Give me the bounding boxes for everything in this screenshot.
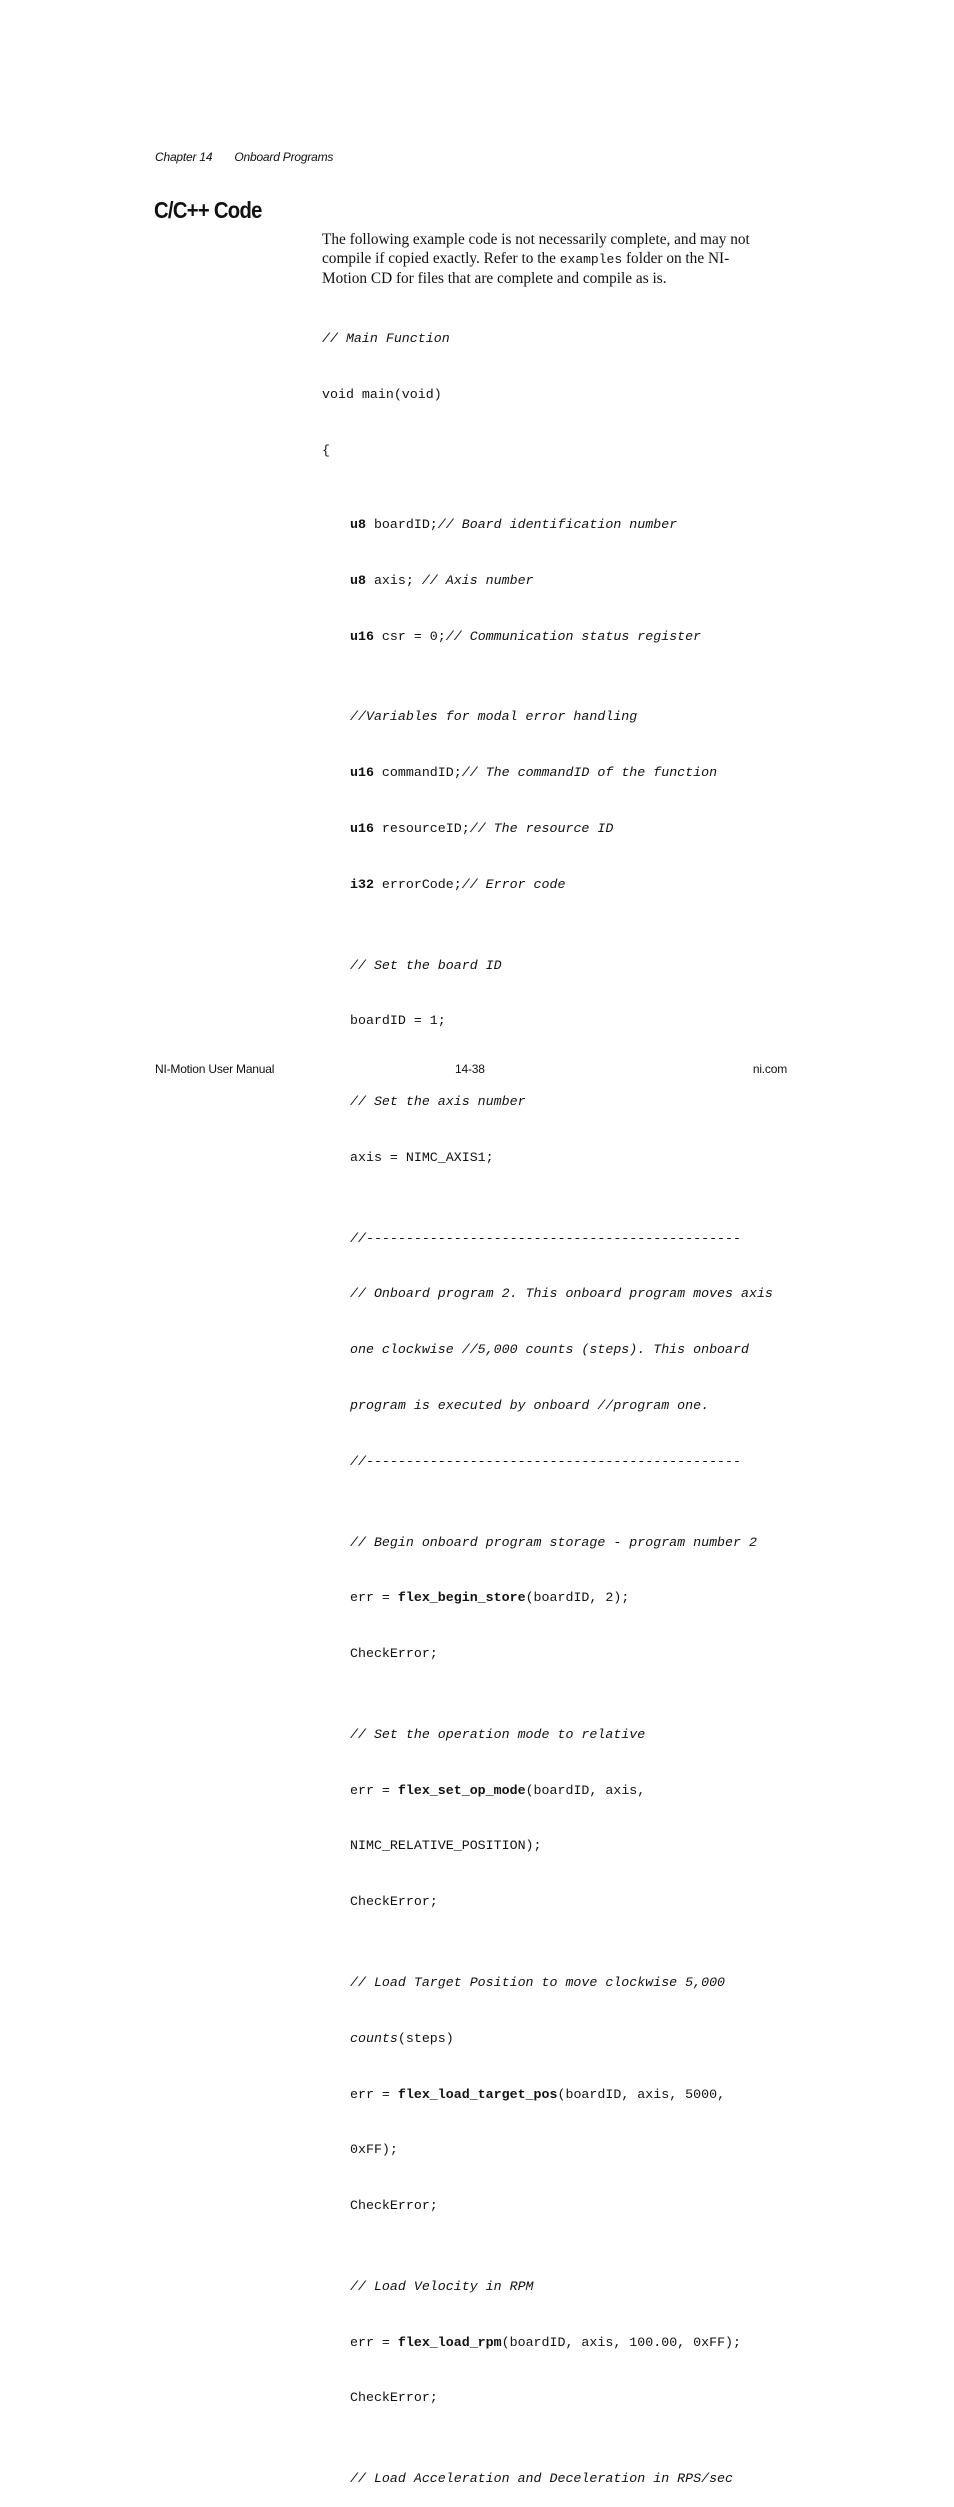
code-type: u8 (350, 572, 366, 588)
code-line: { (322, 442, 330, 458)
code-line: //Variables for modal error handling (350, 709, 638, 725)
code-line: CheckError; (350, 2198, 438, 2214)
code-text: (boardID, axis, 100.00, 0xFF); (501, 2334, 742, 2350)
intro-text-2: folder on the NI-Motion CD for files that are complete and compile as is. (322, 250, 730, 287)
code-line: // Main Function (322, 331, 450, 347)
code-text: (boardID, axis, 5000, (557, 2086, 726, 2102)
code-type: u16 (350, 821, 374, 837)
chapter-number: Chapter 14 (155, 150, 213, 164)
code-line: // Load Velocity in RPM (350, 2278, 534, 2294)
code-line: // Onboard program 2. This onboard program moves axis (350, 1286, 773, 1302)
code-comment: counts (350, 2030, 398, 2046)
code-line: CheckError; (350, 1894, 438, 1910)
code-text: err = (350, 1590, 398, 1606)
code-line: //----------------------------------------------- (350, 1230, 741, 1246)
code-line (322, 1589, 792, 1608)
code-function: flex_load_target_pos (397, 2086, 558, 2102)
code-line: // Set the operation mode to relative (350, 1726, 646, 1742)
intro-paragraph (322, 230, 762, 288)
code-type: u16 (350, 765, 374, 781)
code-line (322, 628, 792, 647)
code-comment: // Axis number (421, 572, 534, 588)
code-type: u16 (350, 628, 374, 644)
code-function: flex_begin_store (397, 1590, 526, 1606)
code-line: // Set the axis number (350, 1094, 526, 1110)
code-text: (boardID, axis, (525, 1782, 646, 1798)
code-line: CheckError; (350, 2390, 438, 2406)
code-function: flex_load_rpm (397, 2334, 502, 2350)
code-line: axis = NIMC_AXIS1; (350, 1149, 494, 1165)
code-line (322, 2334, 792, 2353)
code-line: // Load Target Position to move clockwise 5,000 (350, 1974, 726, 1990)
code-line (322, 1782, 792, 1801)
website: ni.com (752, 1062, 787, 1076)
code-line: //----------------------------------------------- (350, 1453, 741, 1469)
code-type: i32 (350, 876, 374, 892)
code-text: axis; (365, 572, 422, 588)
code-line: // Begin onboard program storage - program number 2 (350, 1534, 757, 1550)
code-line: one clockwise //5,000 counts (steps). This onboard (350, 1342, 749, 1358)
examples-folder-name: examples (559, 252, 623, 267)
code-comment: // Communication status register (445, 628, 702, 644)
code-line (322, 876, 792, 895)
code-line (322, 820, 792, 839)
code-line (322, 516, 792, 535)
code-line: // Load Acceleration and Deceleration in RPS/sec (350, 2471, 734, 2487)
code-text: (steps) (397, 2030, 454, 2046)
running-header (155, 150, 333, 164)
code-comment: // Board identification number (437, 517, 678, 533)
code-text: errorCode; (373, 876, 462, 892)
code-type: u8 (350, 517, 366, 533)
code-text: resourceID; (373, 821, 470, 837)
code-line: boardID = 1; (350, 1013, 446, 1029)
code-text: commandID; (373, 765, 462, 781)
code-text: boardID; (365, 517, 438, 533)
manual-title: NI-Motion User Manual (155, 1062, 275, 1076)
code-comment: // The resource ID (469, 821, 614, 837)
code-comment: // The commandID of the function (461, 765, 718, 781)
code-text: err = (350, 2334, 398, 2350)
code-line: NIMC_RELATIVE_POSITION); (350, 1838, 542, 1854)
code-listing (322, 293, 792, 2507)
code-line: // Set the board ID (350, 957, 502, 973)
code-line: program is executed by onboard //program one. (350, 1398, 710, 1413)
code-line (322, 2030, 792, 2049)
code-line: void main(void) (322, 386, 442, 402)
code-text: csr = 0; (373, 628, 446, 644)
page-number: 14-38 (455, 1062, 485, 1076)
intro-text-1: The following example code is not necessarily complete, and may not compile if copied exactly. Refer to the (322, 231, 750, 267)
code-text: err = (350, 1782, 398, 1798)
section-title: C/C++ Code (154, 197, 262, 223)
code-line: CheckError; (350, 1646, 438, 1662)
code-comment: // Error code (461, 876, 566, 892)
code-line: 0xFF); (350, 2142, 398, 2158)
code-line (322, 572, 792, 591)
chapter-title: Onboard Programs (234, 150, 334, 164)
code-function: flex_set_op_mode (397, 1782, 526, 1798)
code-line (322, 764, 792, 783)
code-text: err = (350, 2086, 398, 2102)
code-line (322, 2086, 792, 2105)
code-text: (boardID, 2); (525, 1590, 630, 1606)
